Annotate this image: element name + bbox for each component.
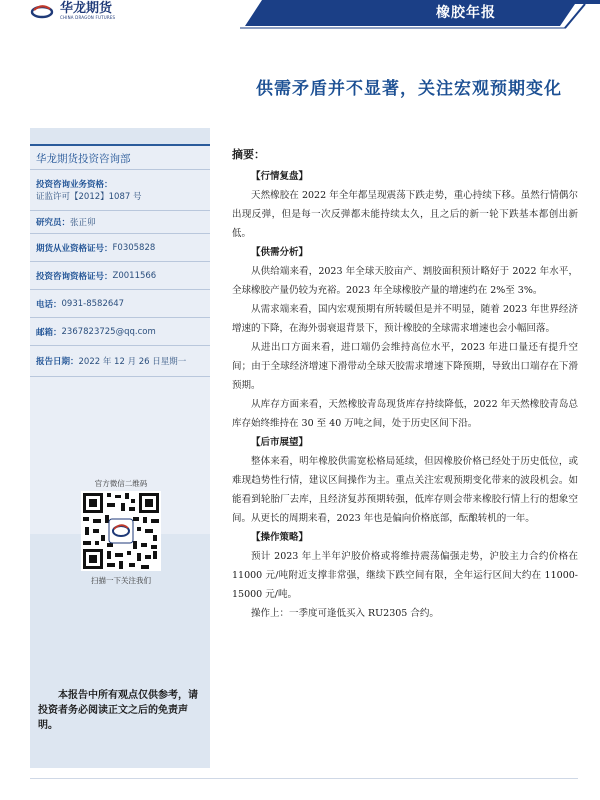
page-header [0,0,600,30]
section-heading-strategy: 【操作策略】 [251,532,309,543]
qualification-value: 证监许可【2012】1087 号 [36,192,142,202]
qr-caption: 扫描一下关注我们 [91,576,151,585]
paragraph-market-review: 天然橡胶在 2022 年全年都呈现震荡下跌走势，重心持续下移。虽然行情偶尔出现反弹，但是每一次反弹都未能持续太久，且之后的新一轮下跌基本都创出新低。 [232,190,578,239]
futures-cert-row [30,234,210,262]
email-value[interactable]: 2367823725@qq.com [61,326,156,337]
phone-row [30,290,210,318]
paragraph-outlook: 整体来看，明年橡胶供需宽松格局延续，但因橡胶价格已经处于历史低位，或难现趋势性行情，建议区间操作为主。重点关注宏观预期变化带来的波段机会。如能看到轮胎厂去库，且经济复苏预期转强，低库存则会带来橡胶行情上行的想象空间。从更长的周期来看，2023 年也是偏向价格底部，酝酿转机的一年。 [232,456,578,524]
section-heading-supply-demand: 【供需分析】 [251,247,309,258]
dragon-logo-icon [30,3,54,19]
paragraph-operation: 操作上：一季度可逢低买入 RU2305 合约。 [251,608,439,619]
contact-panel [30,144,210,534]
disclaimer-note [30,688,210,733]
report-date-value: 2022 年 12 月 26 日星期一 [78,357,187,367]
consult-cert-label: 投资咨询资格证号： [36,271,113,282]
logo-company-name-en: CHINA DRAGON FUTURES [60,15,116,20]
paragraph-demand: 从需求端来看，国内宏观预期有所转暖但是并不明显，随着 2023 年世界经济增速的下降，在海外弱衰退背景下，预计橡胶的全球需求增速也会小幅回落。 [232,304,578,334]
report-title: 供需矛盾并不显著，关注宏观预期变化 [256,79,562,99]
section-heading-outlook: 【后市展望】 [251,437,309,448]
report-summary [232,145,578,623]
qr-title: 官方微信二维码 [94,479,148,488]
department-name: 华龙期货投资咨询部 [30,146,210,170]
email-label: 邮箱： [36,327,62,338]
section-heading-market-review: 【行情复盘】 [251,171,309,182]
researcher-row [30,211,210,234]
paragraph-inventory: 从库存方面来看，天然橡胶青岛现货库存持续降低，2022 年天然橡胶青岛总库存始终维持在 30 至 40 万吨之间，处于历史区间下沿。 [232,399,578,429]
qr-code-icon [81,491,161,571]
abstract-heading: 摘要： [232,148,265,161]
report-date-row [30,346,210,377]
futures-cert-label: 期货从业资格证号： [36,243,113,254]
researcher-value: 张正卯 [70,218,96,228]
disclaimer-text: 本报告中所有观点仅供参考，请投资者务必阅读正文之后的免责声明。 [38,690,198,731]
futures-cert-value: F0305828 [112,242,156,253]
report-date-label: 报告日期： [36,357,79,367]
wechat-qr-section [66,478,176,606]
paragraph-import-export: 从进出口方面来看，进口端仍会维持高位水平，2023 年进口量还有提升空间；由于全球经济增速下滑带动全球天胶需求增速下降预期，导致出口端存在下滑预期。 [232,342,578,391]
consult-cert-row [30,262,210,290]
researcher-label: 研究员： [36,218,71,228]
report-type-label: 橡胶年报 [436,5,496,21]
qualification-row [30,170,210,211]
phone-value: 0931-8582647 [61,298,125,309]
phone-label: 电话： [36,299,62,310]
company-logo [30,0,115,22]
paragraph-supply: 从供给端来看，2023 年全球天胶亩产、割胶面积预计略好于 2022 年水平，全球橡胶产量仍较为充裕。2023 年全球橡胶产量的增速约在 2%至 3%。 [232,266,578,296]
sidebar [30,128,210,768]
paragraph-strategy: 预计 2023 年上半年沪胶价格或将维持震荡偏强走势，沪胶主力合约价格在 11000 元/吨附近支撑非常强，继续下跌空间有限，全年运行区间大约在 11000-15000 元/吨。 [232,551,578,600]
email-row [30,318,210,346]
wechat-qr-code[interactable] [81,491,161,571]
qualification-label: 投资咨询业务资格： [36,180,113,190]
logo-company-name: 华龙期货 [60,1,113,16]
consult-cert-value: Z0011566 [112,270,157,281]
footer-divider [30,778,578,779]
